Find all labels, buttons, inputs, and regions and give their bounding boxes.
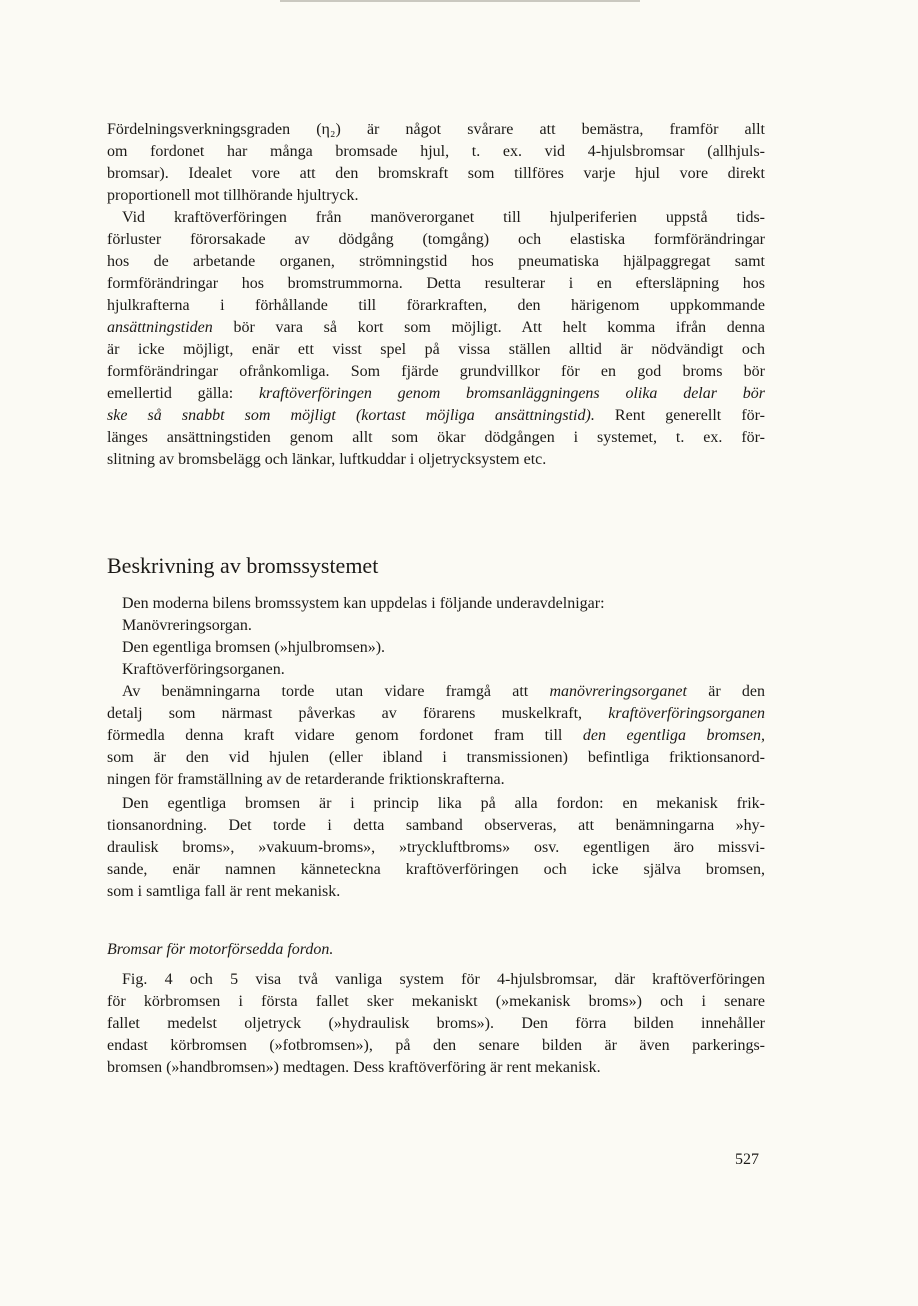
text-line: [107, 141, 765, 163]
text-line: [107, 991, 765, 1013]
italic-text: den egentliga bromsen,: [582, 727, 765, 744]
paragraph: [107, 793, 765, 903]
text-line: [107, 969, 765, 991]
text-segment: som är den vid hjulen (eller ibland i transmissionen) befintliga friktionsanord-: [107, 749, 765, 766]
text-line: [107, 681, 765, 703]
text-segment: ningen för framställning av de retarderande friktionskrafterna.: [107, 771, 505, 788]
text-line: [107, 1035, 765, 1057]
text-line: [107, 615, 765, 637]
text-segment: förmedla denna kraft vidare genom fordonet fram till: [107, 727, 583, 744]
text-segment: bör vara så kort som möjligt. Att helt komma ifrån denna: [212, 319, 765, 336]
text-segment: endast körbromsen (»fotbromsen»), på den senare bilden är även parkerings-: [107, 1037, 765, 1054]
text-line: [107, 119, 765, 141]
italic-text: kraftöverföringen genom bromsanläggningens olika delar bör: [258, 385, 765, 402]
text-segment: Av benämningarna torde utan vidare framgå att: [122, 683, 550, 700]
text-line: [107, 383, 765, 405]
text-segment: proportionell mot tillhörande hjultryck.: [107, 187, 359, 204]
text-segment: fallet medelst oljetryck (»hydraulisk broms»). Den förra bilden innehåller: [107, 1015, 765, 1032]
paragraph: [107, 593, 765, 615]
italic-text: manövreringsorganet: [549, 683, 687, 700]
text-line: [107, 251, 765, 273]
text-line: [107, 659, 765, 681]
paragraph: [107, 615, 765, 637]
section-heading: Beskrivning av bromssystemet: [107, 553, 379, 578]
text-segment: Vid kraftöverföringen från manöverorganet till hjulperiferien uppstå tids-: [122, 209, 765, 226]
text-segment: Den moderna bilens bromssystem kan uppdelas i följande underavdelnigar:: [122, 595, 605, 612]
text-line: [107, 273, 765, 295]
text-segment: slitning av bromsbelägg och länkar, luftkuddar i oljetrycksystem etc.: [107, 451, 547, 468]
text-segment: Den egentliga bromsen (»hjulbromsen»).: [122, 639, 386, 656]
text-segment: Manövreringsorgan.: [122, 617, 252, 634]
text-line: [107, 793, 765, 815]
text-line: [107, 317, 765, 339]
text-segment: Rent generellt för-: [594, 407, 765, 424]
text-segment: detalj som närmast påverkas av förarens muskelkraft,: [107, 705, 609, 722]
text-segment: Kraftöverföringsorganen.: [122, 661, 285, 678]
text-segment: är icke möjligt, enär ett visst spel på vissa ställen alltid är nödvändigt och: [107, 341, 765, 358]
italic-text: ske så snabbt som möjligt (kortast möjliga ansättningstid).: [107, 407, 595, 424]
paragraph: [107, 637, 765, 659]
text-line: [107, 361, 765, 383]
text-line: [107, 295, 765, 317]
italic-text: ansättningstiden: [107, 319, 213, 336]
text-line: [107, 859, 765, 881]
text-line: [107, 881, 765, 903]
text-line: [107, 207, 765, 229]
text-segment: som i samtliga fall är rent mekanisk.: [107, 883, 341, 900]
text-line: [107, 1057, 765, 1079]
text-segment: tionsanordning. Det torde i detta samband observeras, att benämningarna »hy-: [107, 817, 765, 834]
text-line: [107, 405, 765, 427]
text-segment: sande, enär namnen känneteckna kraftöverföringen och icke själva bromsen,: [107, 861, 765, 878]
text-line: [107, 815, 765, 837]
text-line: [107, 229, 765, 251]
text-segment: för körbromsen i första fallet sker mekaniskt (»mekanisk broms») och i senare: [107, 993, 765, 1010]
text-line: [107, 339, 765, 361]
text-line: [107, 769, 765, 791]
text-segment: Fig. 4 och 5 visa två vanliga system för 4-hjulsbromsar, där kraftöverföringen: [122, 971, 765, 988]
text-line: [107, 163, 765, 185]
text-line: [107, 427, 765, 449]
text-segment: hos de arbetande organen, strömningstid hos pneumatiska hjälpaggregat samt: [107, 253, 765, 270]
page-number: 527: [735, 1151, 759, 1168]
text-segment: om fordonet har många bromsade hjul, t. ex. vid 4-hjulsbromsar (allhjuls-: [107, 143, 765, 160]
text-line: [107, 593, 765, 615]
paragraph: [107, 659, 765, 681]
text-segment: bromsar). Idealet vore att den bromskraft som tillföres varje hjul vore direkt: [107, 165, 765, 182]
paragraph: [107, 969, 765, 1079]
paragraph: [107, 119, 765, 207]
text-line: [107, 449, 765, 471]
text-line: [107, 837, 765, 859]
text-segment: Den egentliga bromsen är i princip lika på alla fordon: en mekanisk frik-: [122, 795, 765, 812]
scan-edge-line: [280, 0, 640, 2]
text-line: [107, 747, 765, 769]
text-segment: förluster förorsakade av dödgång (tomgång) och elastiska formförändringar: [107, 231, 765, 248]
subsection-heading: Bromsar för motorförsedda fordon.: [107, 941, 334, 958]
text-segment: Fördelningsverkningsgraden (η₂) är något svårare att bemästra, framför allt: [107, 121, 765, 138]
text-line: [107, 725, 765, 747]
text-line: [107, 703, 765, 725]
text-line: [107, 637, 765, 659]
text-segment: formförändringar hos bromstrummorna. Detta resulterar i en eftersläpning hos: [107, 275, 765, 292]
text-line: [107, 185, 765, 207]
text-segment: emellertid gälla:: [107, 385, 259, 402]
text-segment: hjulkrafterna i förhållande till förarkraften, den härigenom uppkommande: [107, 297, 765, 314]
text-segment: är den: [686, 683, 766, 700]
paragraph: [107, 207, 765, 471]
text-line: [107, 1013, 765, 1035]
text-segment: draulisk broms», »vakuum-broms», »tryckluftbroms» osv. egentligen äro missvi-: [107, 839, 765, 856]
text-segment: formförändringar ofrånkomliga. Som fjärde grundvillkor för en god broms bör: [107, 363, 765, 380]
paragraph: [107, 681, 765, 791]
italic-text: kraftöverföringsorganen: [608, 705, 765, 722]
text-segment: bromsen (»handbromsen») medtagen. Dess kraftöverföring är rent mekanisk.: [107, 1059, 601, 1076]
text-segment: länges ansättningstiden genom allt som ökar dödgången i systemet, t. ex. för-: [107, 429, 765, 446]
